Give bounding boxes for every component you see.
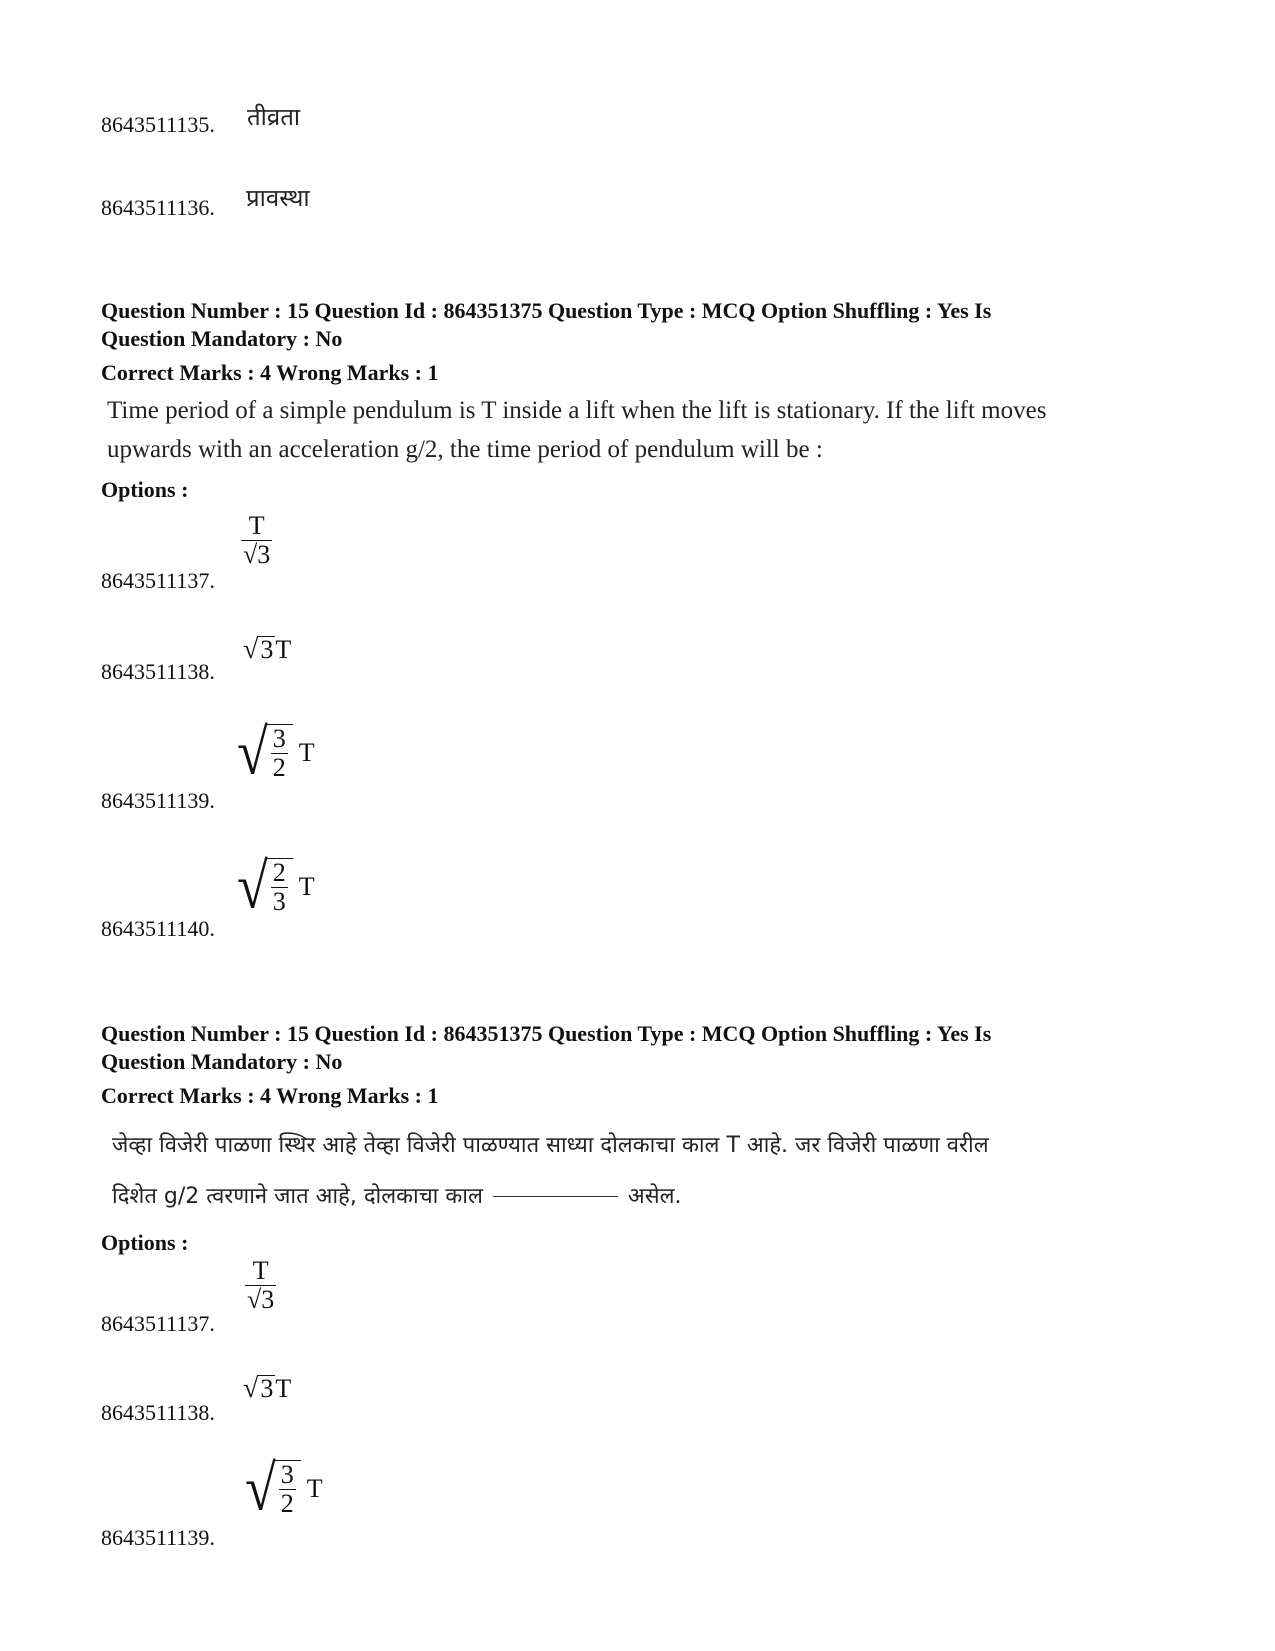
variable: T [298, 872, 315, 901]
radicand: 3 [260, 1374, 274, 1403]
question-meta: Question Number : 15 Question Id : 864351375 Question Type : MCQ Option Shuffling : Yes Is [101, 1021, 992, 1046]
denominator: 2 [280, 1489, 294, 1518]
numerator: T [252, 1256, 269, 1285]
question-meta: Question Number : 15 Question Id : 864351375 Question Type : MCQ Option Shuffling : Yes Is [101, 298, 992, 323]
options-label: Options : [101, 477, 189, 502]
option-id: 8643511139. [101, 788, 215, 813]
question-text [112, 1180, 681, 1210]
option-id: 8643511139. [101, 1525, 215, 1550]
question-text: Time period of a simple pendulum is T inside a lift when the lift is stationary. If the lift moves [107, 397, 1047, 424]
option-text: प्रावस्था [246, 184, 310, 212]
denominator [245, 1285, 276, 1314]
radical-sign: √ [237, 851, 268, 923]
radicand: 3 [260, 635, 274, 664]
numerator: T [248, 511, 265, 540]
option-id: 8643511136. [101, 195, 215, 220]
options-label: Options : [101, 1230, 189, 1255]
denominator: 2 [272, 753, 286, 782]
radical-sign: √ [247, 1285, 262, 1314]
question-meta: Question Mandatory : No [101, 1049, 343, 1074]
radical-sign: √ [243, 634, 259, 665]
option-formula [241, 512, 272, 569]
option-formula [245, 1257, 276, 1314]
question-meta: Question Mandatory : No [101, 326, 343, 351]
option-formula [243, 1375, 291, 1403]
question-text: upwards with an acceleration g/2, the time period of pendulum will be : [107, 436, 823, 463]
option-id: 8643511138. [101, 659, 215, 684]
question-marks: Correct Marks : 4 Wrong Marks : 1 [101, 360, 439, 385]
option-formula [243, 636, 291, 664]
option-id: 8643511135. [101, 112, 215, 137]
option-id: 8643511137. [101, 1311, 215, 1336]
question-marks: Correct Marks : 4 Wrong Marks : 1 [101, 1083, 439, 1108]
variable: T [298, 738, 315, 767]
radical-sign: √ [243, 1373, 259, 1404]
answer-blank [493, 1196, 618, 1197]
radicand: 3 [261, 1285, 275, 1314]
variable: T [306, 1474, 323, 1503]
option-text: तीव्रता [247, 103, 301, 131]
numerator: 2 [272, 858, 286, 887]
radicand: 3 [257, 540, 271, 569]
option-id: 8643511138. [101, 1400, 215, 1425]
numerator: 3 [272, 724, 286, 753]
denominator: 3 [272, 887, 286, 916]
question-text-part: असेल. [627, 1184, 682, 1209]
option-formula [237, 851, 315, 923]
option-id: 8643511137. [101, 568, 215, 593]
radical-sign: √ [245, 1453, 276, 1525]
radical-sign: √ [243, 540, 258, 569]
option-formula [245, 1453, 323, 1525]
question-text-part: दिशेत g/2 त्वरणाने जात आहे, दोलकाचा काल [112, 1184, 483, 1209]
option-formula [237, 717, 315, 789]
fraction [266, 724, 293, 782]
radical-sign: √ [237, 717, 268, 789]
variable: T [275, 1374, 292, 1403]
fraction [274, 1460, 301, 1518]
question-text: जेव्हा विजेरी पाळणा स्थिर आहे तेव्हा विजेरी पाळण्यात साध्या दोलकाचा काल T आहे. जर विजेरी पाळणा वरील [112, 1133, 989, 1158]
numerator: 3 [280, 1460, 294, 1489]
denominator [241, 540, 272, 569]
fraction [266, 858, 293, 916]
variable: T [275, 635, 292, 664]
option-id: 8643511140. [101, 916, 215, 941]
